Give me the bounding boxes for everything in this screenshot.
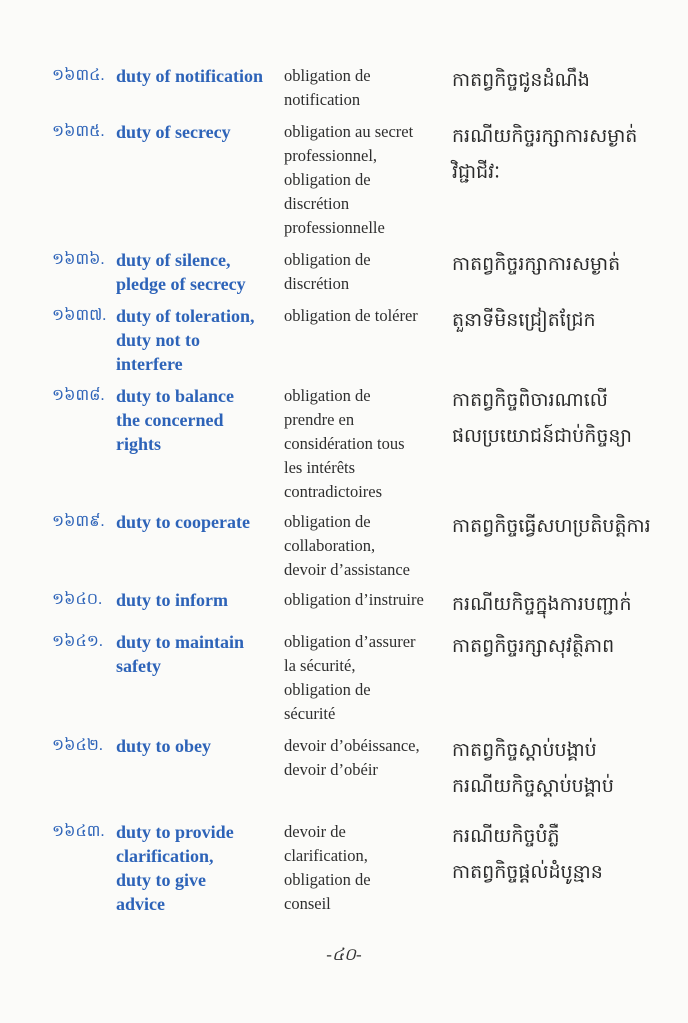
entry-french-term-line: contradictoires: [284, 482, 383, 501]
entry-french-term-line: collaboration,: [284, 536, 376, 555]
entry-number: ១៦៤៣.: [52, 823, 105, 840]
entry-english-term: [116, 510, 276, 534]
entry-french-term-line: obligation de: [284, 250, 371, 269]
entry-khmer-term: [452, 628, 682, 664]
page-number: -៤០-: [326, 945, 362, 964]
entry-khmer-term: [452, 732, 682, 804]
entry-english-term-line: duty of secrecy: [116, 122, 231, 142]
entry-khmer-term-line: ករណីយកិច្ចរក្សាការសម្ងាត់: [452, 125, 638, 147]
entry-english-term: [116, 820, 276, 916]
entry-khmer-term-line: ករណីយកិច្ចបំភ្លឺ: [452, 825, 560, 847]
entry-french-term-line: la sécurité,: [284, 656, 356, 675]
entry-khmer-term: [452, 302, 682, 338]
entry-french-term-line: prendre en: [284, 410, 355, 429]
entry-french-term: [284, 510, 444, 582]
entry-khmer-term: [452, 62, 682, 98]
entry-french-term-line: obligation de: [284, 386, 371, 405]
entry-french-term: [284, 820, 444, 916]
entry-khmer-term-line: ផលប្រយោជន៍ជាប់កិច្ចន្យា: [452, 425, 632, 447]
entry-french-term-line: conseil: [284, 894, 331, 913]
entry-khmer-term-line: កាតព្វកិច្ចជូនដំណឹង: [452, 69, 590, 91]
entry-french-term-line: sécurité: [284, 704, 336, 723]
entry-french-term: [284, 588, 444, 612]
entry-french-term-line: obligation de: [284, 680, 371, 699]
entry-french-term-line: devoir d’assistance: [284, 560, 410, 579]
entry-english-term-line: duty to provide: [116, 822, 234, 842]
entry-french-term-line: obligation de: [284, 66, 371, 85]
entry-number: ១៦៤២.: [52, 737, 103, 754]
entry-khmer-term: [452, 382, 682, 454]
entry-number: ១៦៣៧.: [52, 307, 107, 324]
entry-english-term-line: clarification,: [116, 846, 214, 866]
entry-number: ១៦៣៩.: [52, 513, 105, 530]
entry-french-term: [284, 248, 444, 296]
entry-english-term-line: duty to give: [116, 870, 206, 890]
entry-english-term: [116, 248, 276, 296]
entry-french-term-line: clarification,: [284, 846, 368, 865]
entry-khmer-term-line: ករណីយកិច្ចក្នុងការបញ្ជាក់: [452, 593, 632, 615]
entry-khmer-term-line: វិជ្ជាជីវៈ: [452, 161, 501, 183]
entry-english-term-line: pledge of secrecy: [116, 274, 246, 294]
entry-khmer-term-line: កាតព្វកិច្ចរក្សាសុវត្ថិភាព: [452, 635, 615, 657]
entry-english-term-line: the concerned: [116, 410, 224, 430]
entry-french-term: [284, 630, 444, 726]
entry-english-term-line: duty to cooperate: [116, 512, 250, 532]
entry-french-term-line: obligation au secret: [284, 122, 414, 141]
entry-english-term: [116, 64, 276, 88]
entry-khmer-term-line: តួនាទីមិនជ្រៀតជ្រែក: [452, 309, 596, 331]
entry-french-term-line: discrétion: [284, 194, 350, 213]
entry-french-term-line: les intérêts: [284, 458, 356, 477]
entry-french-term-line: obligation de: [284, 512, 371, 531]
entry-number: ១៦៤១.: [52, 633, 103, 650]
entry-french-term-line: professionnel,: [284, 146, 378, 165]
entry-french-term-line: devoir d’obéir: [284, 760, 378, 779]
entry-khmer-term: [452, 118, 682, 190]
entry-french-term-line: devoir de: [284, 822, 346, 841]
entry-french-term-line: obligation d’assurer: [284, 632, 416, 651]
entry-english-term: [116, 588, 276, 612]
entry-french-term-line: obligation de: [284, 170, 371, 189]
entry-french-term: [284, 64, 444, 112]
entry-khmer-term-line: កាតព្វកិច្ចផ្ដល់ដំបូន្មាន: [452, 861, 603, 883]
entry-english-term-line: duty not to: [116, 330, 201, 350]
entry-english-term-line: duty to maintain: [116, 632, 245, 652]
entry-khmer-term-line: កាតព្វកិច្ចស្ដាប់បង្គាប់: [452, 739, 597, 761]
entry-english-term-line: duty to inform: [116, 590, 228, 610]
entry-english-term-line: duty of notification: [116, 66, 264, 86]
entry-french-term-line: obligation de tolérer: [284, 306, 418, 325]
entry-english-term-line: rights: [116, 434, 161, 454]
entry-french-term: [284, 120, 444, 240]
entry-english-term-line: safety: [116, 656, 161, 676]
entry-english-term-line: advice: [116, 894, 165, 914]
entry-english-term-line: interfere: [116, 354, 183, 374]
entry-french-term-line: notification: [284, 90, 361, 109]
entry-english-term-line: duty to obey: [116, 736, 212, 756]
entry-english-term: [116, 304, 276, 376]
entry-khmer-term: [452, 508, 682, 544]
entry-khmer-term-line: កាតព្វកិច្ចធ្វើសហប្រតិបត្តិការ: [452, 515, 651, 537]
entry-french-term-line: obligation d’instruire: [284, 590, 424, 609]
entry-english-term-line: duty of toleration,: [116, 306, 255, 326]
entry-khmer-term-line: កាតព្វកិច្ចពិចារណាលើ: [452, 389, 608, 411]
entry-english-term: [116, 734, 276, 758]
entry-french-term-line: obligation de: [284, 870, 371, 889]
entry-french-term: [284, 384, 444, 504]
entry-khmer-term: [452, 586, 682, 622]
entry-khmer-term-line: កាតព្វកិច្ចរក្សាការសម្ងាត់: [452, 253, 621, 275]
entry-french-term-line: considération tous: [284, 434, 405, 453]
entry-khmer-term-line: ករណីយកិច្ចស្ដាប់បង្គាប់: [452, 775, 614, 797]
entry-number: ១៦៤០.: [52, 591, 103, 608]
entry-number: ១៦៣៦.: [52, 251, 105, 268]
entry-khmer-term: [452, 246, 682, 282]
entry-english-term: [116, 630, 276, 678]
entry-number: ១៦៣៥.: [52, 123, 105, 140]
entry-english-term: [116, 120, 276, 144]
entry-number: ១៦៣៨.: [52, 387, 105, 404]
entry-number: ១៦៣៤.: [52, 67, 105, 84]
entry-french-term-line: discrétion: [284, 274, 350, 293]
entry-french-term-line: professionnelle: [284, 218, 385, 237]
entry-khmer-term: [452, 818, 682, 890]
entry-french-term-line: devoir d’obéissance,: [284, 736, 420, 755]
entry-english-term-line: duty of silence,: [116, 250, 231, 270]
entry-english-term: [116, 384, 276, 456]
entry-english-term-line: duty to balance: [116, 386, 235, 406]
entry-french-term: [284, 304, 444, 328]
entry-french-term: [284, 734, 444, 782]
